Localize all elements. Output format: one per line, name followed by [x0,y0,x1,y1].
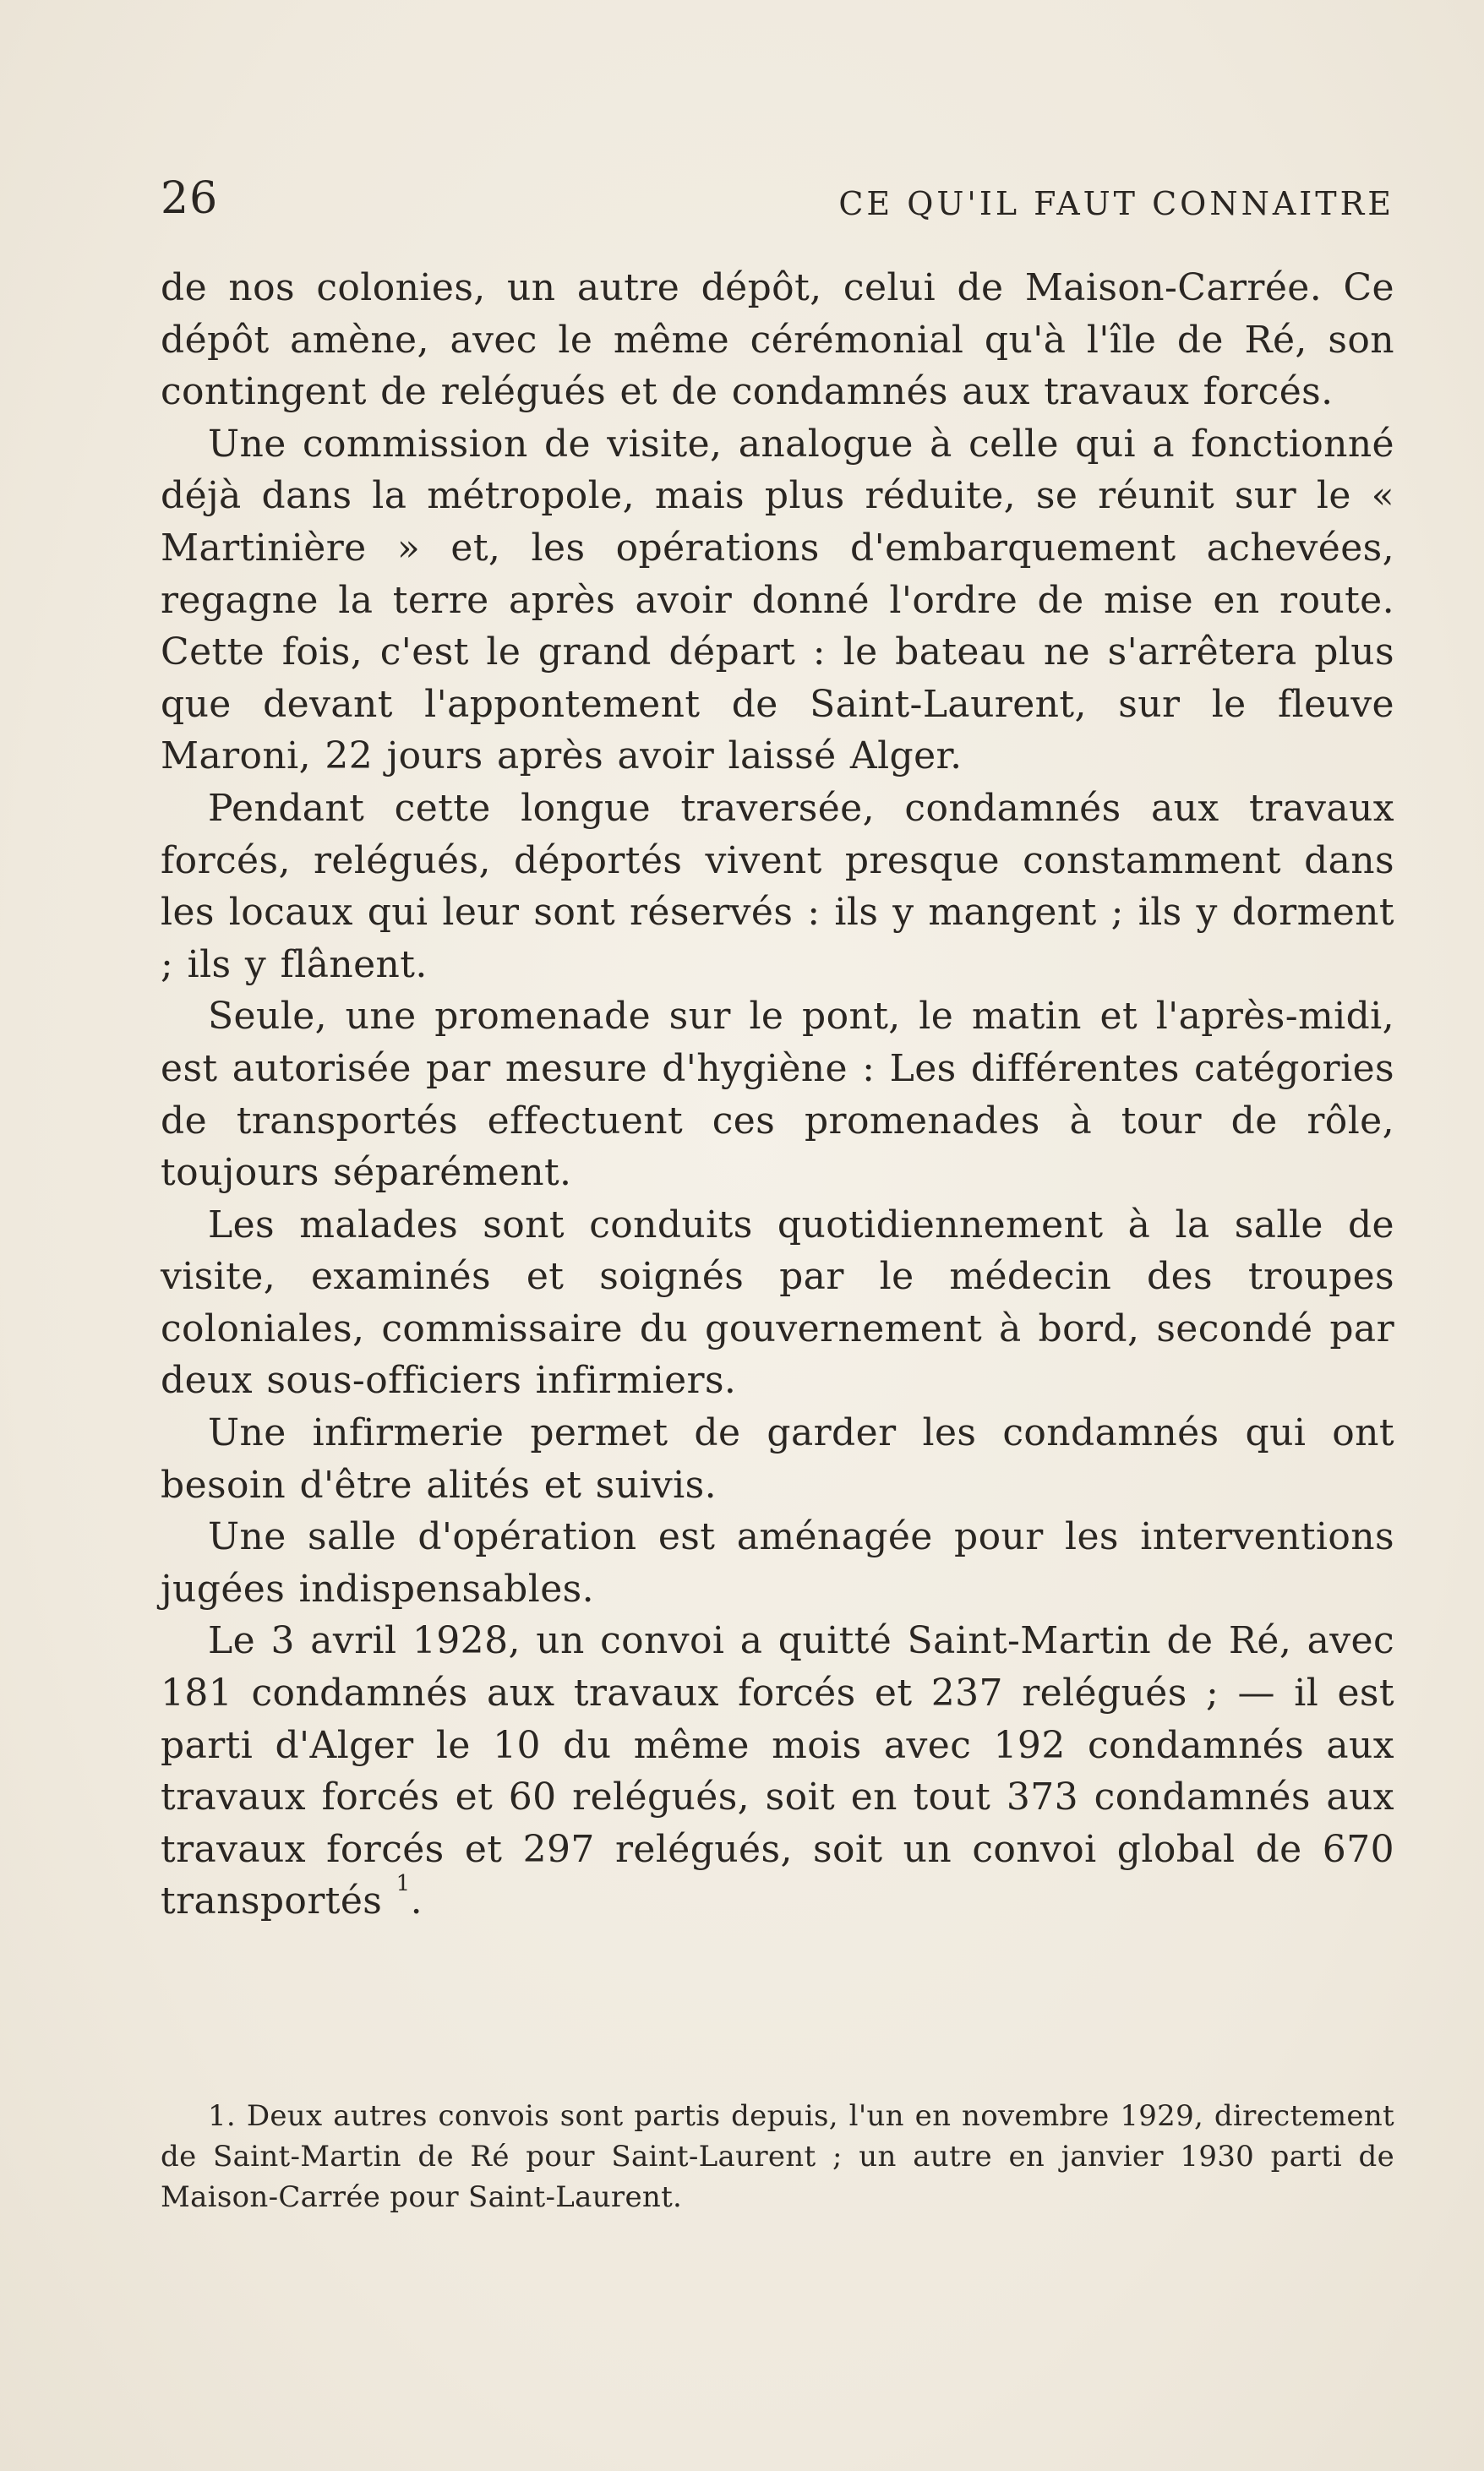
paragraph-malades: Les malades sont conduits quotidiennement à la salle de visite, examinés et soignés par le médecin des troupes coloniales, commissaire du gouvernement à bord, secondé par deux sous-officiers infirmiers. [161,1203,1394,1403]
paragraph-convoi: Le 3 avril 1928, un convoi a quitté Saint-Martin de Ré, avec 181 condamnés aux travaux forcés et 237 relégués ; — il est parti d'Alger le 10 du même mois avec 192 condamnés aux travaux forcés et 60 relégués, soit en tout 373 condamnés aux travaux forcés et 297 relégués, soit un convoi global de 670 transportés $^1$. [161,1619,1394,1923]
page-header [161,165,1394,232]
running-head: CE QU'IL FAUT CONNAITRE [838,185,1394,222]
paragraph-salle-operation: Une salle d'opération est aménagée pour les interventions jugées indispensables. [161,1515,1394,1611]
paragraph-continuation: de nos colonies, un autre dépôt, celui de Maison-Carrée. Ce dépôt amène, avec le même cérémonial qu'à l'île de Ré, son contingent de relégués et de condamnés aux travaux forcés. [161,266,1394,414]
body-text [161,262,1394,1928]
paragraph-promenade: Seule, une promenade sur le pont, le matin et l'après-midi, est autorisée par mesure d'hygiène : Les différentes catégories de transportés effectuent ces promenades à tour de rôle, toujours séparément. [161,995,1394,1195]
page-number: 26 [161,173,219,224]
paragraph-convoi-text: Le 3 avril 1928, un convoi a quitté Saint-Martin de Ré, avec 181 condamnés aux travaux forcés et 237 relégués ; — il est parti d'Alger le 10 du même mois avec 192 condamnés aux travaux forcés et 60 relégués, soit en tout 373 condamnés aux travaux forcés et 297 relégués, soit un convoi global de 670 transportés [161,1619,1394,1923]
paragraph-commission: Une commission de visite, analogue à celle qui a fonctionné déjà dans la métropole, mais plus réduite, se réunit sur le « Martinière » et, les opérations d'embarquement achevées, regagne la terre après avoir donné l'ordre de mise en route. Cette fois, c'est le grand départ : le bateau ne s'arrêtera plus que devant l'appontement de Saint-Laurent, sur le fleuve Maroni, 22 jours après avoir laissé Alger. [161,422,1394,778]
footnote-reference: 1 [396,1871,411,1897]
paragraph-infirmerie: Une infirmerie permet de garder les condamnés qui ont besoin d'être alités et suivis. [161,1411,1394,1507]
paragraph-traversee: Pendant cette longue traversée, condamnés aux travaux forcés, relégués, déportés vivent presque constamment dans les locaux qui leur sont réservés : ils y mangent ; ils y dorment ; ils y flânent. [161,786,1394,986]
footnote: 1. Deux autres convois sont partis depuis, l'un en novembre 1929, directement de Saint-Martin de Ré pour Saint-Laurent ; un autre en janvier 1930 parti de Maison-Carrée pour Saint-Laurent. [161,2099,1394,2214]
